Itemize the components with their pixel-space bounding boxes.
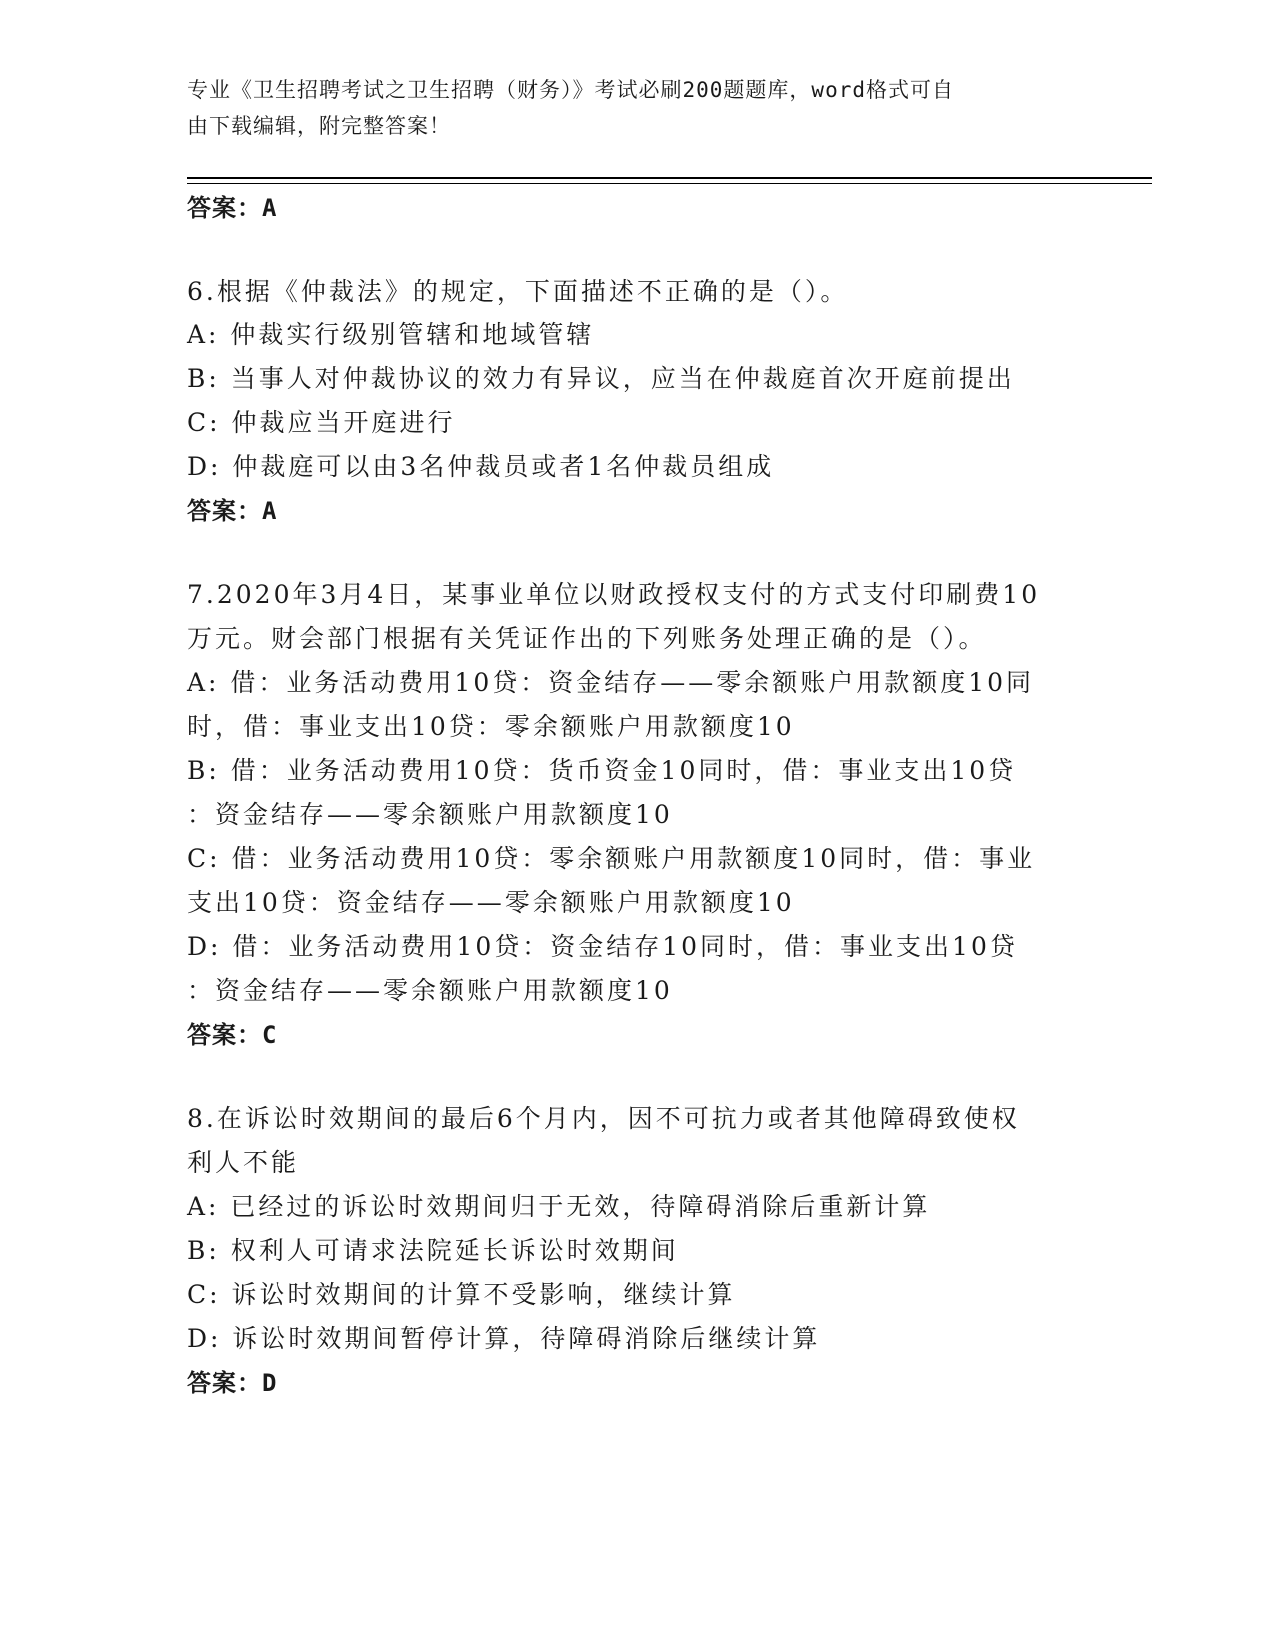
q8-answer: 答案：D	[187, 1369, 278, 1397]
q8-stem-line-1: 8.在诉讼时效期间的最后6个月内，因不可抗力或者其他障碍致使权	[187, 1104, 1020, 1133]
q7-option-c-line-1: C: 借：业务活动费用10贷：零余额账户用款额度10同时，借：事业	[187, 844, 1036, 873]
q7-option-d-line-1: D: 借：业务活动费用10贷：资金结存10同时，借：事业支出10贷	[187, 932, 1018, 961]
header-line-2: 由下载编辑，附完整答案！	[187, 114, 451, 138]
q6-option-c: C: 仲裁应当开庭进行	[187, 408, 456, 437]
q6-stem: 6.根据《仲裁法》的规定，下面描述不正确的是（）。	[187, 277, 849, 306]
q7-option-a-line-1: A: 借：业务活动费用10贷：资金结存——零余额账户用款额度10同	[187, 668, 1035, 697]
document-header	[187, 72, 1067, 144]
q7-stem-line-2: 万元。财会部门根据有关凭证作出的下列账务处理正确的是（）。	[187, 624, 987, 653]
q7-answer: 答案：C	[187, 1021, 278, 1049]
header-divider-thin	[187, 183, 1152, 184]
q7-option-b-line-2: ：资金结存——零余额账户用款额度10	[187, 800, 673, 829]
q8-stem-line-2: 利人不能	[187, 1148, 300, 1177]
q7-option-a-line-2: 时，借：事业支出10贷：零余额账户用款额度10	[187, 712, 795, 741]
q7-option-b-line-1: B: 借：业务活动费用10贷：货币资金10同时，借：事业支出10贷	[187, 756, 1017, 785]
q7-option-c-line-2: 支出10贷：资金结存——零余额账户用款额度10	[187, 888, 795, 917]
q7-option-d-line-2: ：资金结存——零余额账户用款额度10	[187, 976, 673, 1005]
q7-stem-line-1: 7.2020年3月4日，某事业单位以财政授权支付的方式支付印刷费10	[187, 580, 1041, 609]
answer-q5: 答案：A	[187, 194, 278, 222]
q8-option-c: C: 诉讼时效期间的计算不受影响，继续计算	[187, 1280, 736, 1309]
q6-option-b: B: 当事人对仲裁协议的效力有异议，应当在仲裁庭首次开庭前提出	[187, 364, 1015, 393]
q6-option-d: D: 仲裁庭可以由3名仲裁员或者1名仲裁员组成	[187, 452, 775, 481]
q8-option-a: A: 已经过的诉讼时效期间归于无效，待障碍消除后重新计算	[187, 1192, 931, 1221]
q6-option-a: A: 仲裁实行级别管辖和地域管辖	[187, 320, 595, 349]
q8-option-d: D: 诉讼时效期间暂停计算，待障碍消除后继续计算	[187, 1324, 821, 1353]
q8-option-b: B: 权利人可请求法院延长诉讼时效期间	[187, 1236, 679, 1265]
header-line-1: 专业《卫生招聘考试之卫生招聘（财务）》考试必刷200题题库，word格式可自	[187, 78, 954, 102]
q6-answer: 答案：A	[187, 497, 278, 525]
header-divider-thick	[187, 177, 1152, 179]
